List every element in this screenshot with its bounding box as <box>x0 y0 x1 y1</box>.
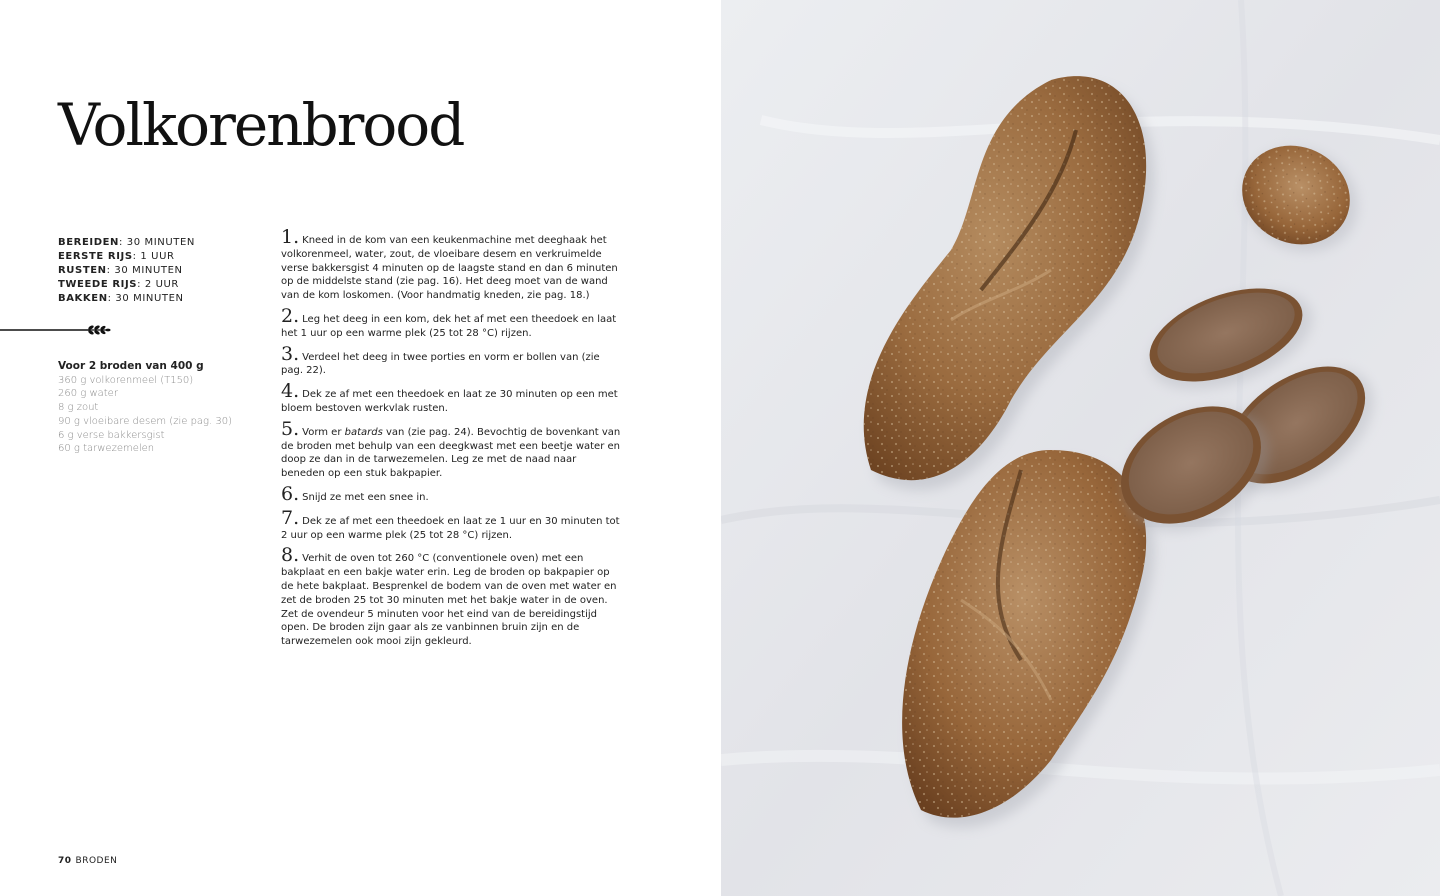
method-steps <box>281 226 621 655</box>
step-text-emphasis: batards <box>344 426 383 438</box>
step-1 <box>281 226 621 303</box>
step-text: Kneed in de kom van een keukenmachine met deeghaak het volkorenmeel, water, zout, de vloeibare desem en verkruimelde verse bakkersgist 4 minuten op de laagste stand en dan 6 minuten op de middelste stand (zie pag. 16). Het deeg moet van de wand van de kom loskomen. (Voor handmatig kneden, zie pag. 18.) <box>281 235 618 302</box>
step-7 <box>281 506 621 543</box>
prep-times <box>58 236 258 306</box>
bread-photo-illustration <box>721 0 1440 896</box>
rest-label: RUSTEN <box>58 265 107 276</box>
step-6 <box>281 482 621 505</box>
step-8 <box>281 544 621 649</box>
second-rise-label: TWEEDE RIJS <box>58 279 138 290</box>
step-3 <box>281 342 621 379</box>
bake-value: 30 MINUTEN <box>115 293 184 304</box>
wheat-divider-icon <box>0 324 112 336</box>
rest-value: 30 MINUTEN <box>114 265 183 276</box>
step-text: Snijd ze met een snee in. <box>302 491 429 503</box>
page-number: 70 <box>58 856 72 866</box>
step-text: Dek ze af met een theedoek en laat ze 1 uur en 30 minuten tot 2 uur op een warme plek (25 tot 28 °C) rijzen. <box>281 515 620 541</box>
rest-row: RUSTEN: 30 MINUTEN <box>58 265 183 276</box>
bake-label: BAKKEN <box>58 293 108 304</box>
ingredient-item: 60 g tarwezemelen <box>58 443 155 455</box>
second-rise-row: TWEEDE RIJS: 2 UUR <box>58 279 179 290</box>
first-rise-row: EERSTE RIJS: 1 UUR <box>58 251 175 262</box>
second-rise-value: 2 UUR <box>144 279 179 290</box>
first-rise-value: 1 UUR <box>140 251 175 262</box>
bread-photo <box>721 0 1440 896</box>
step-number: 7. <box>281 506 300 529</box>
step-number: 1. <box>281 226 300 248</box>
step-number: 6. <box>281 482 300 505</box>
section-name: BRODEN <box>75 856 118 866</box>
first-rise-label: EERSTE RIJS <box>58 251 133 262</box>
prep-time-row: BEREIDEN: 30 MINUTEN <box>58 237 195 248</box>
ingredients-heading: Voor 2 broden van 400 g <box>58 360 204 372</box>
step-5 <box>281 417 621 481</box>
prep-time-label: BEREIDEN <box>58 237 120 248</box>
bake-row: BAKKEN: 30 MINUTEN <box>58 293 184 304</box>
step-text: Leg het deeg in een kom, dek het af met een theedoek en laat het 1 uur op een warme plek (25 tot 28 °C) rijzen. <box>281 313 617 339</box>
step-text: Verhit de oven tot 260 °C (conventionele oven) met een bakplaat en een bakje water erin. Leg de broden op bakpapier op de hete bakplaat. Besprenkel de bodem van de oven met water en zet de broden 25 tot 30 minuten met het bakje water in de oven. Zet de ovendeur 5 minuten voor het eind van de bereidingstijd open. De broden zijn gaar als ze vanbinnen bruin zijn en de tarwezemelen ook mooi zijn gekleurd. <box>281 553 617 648</box>
step-text: Verdeel het deeg in twee porties en vorm er bollen van (zie pag. 22). <box>281 351 600 377</box>
page-footer <box>58 856 117 866</box>
ingredient-item: 260 g water <box>58 388 118 400</box>
recipe-title: Volkorenbrood <box>58 91 464 159</box>
step-2 <box>281 304 621 341</box>
step-number: 3. <box>281 342 300 365</box>
step-4 <box>281 380 621 416</box>
ingredients-list <box>58 360 268 456</box>
step-number: 8. <box>281 544 300 567</box>
step-text-pre: Vorm er <box>302 426 345 438</box>
step-number: 5. <box>281 417 300 440</box>
step-text: van (zie pag. 24). Bevochtig de bovenkant van de broden met behulp van een deegkwast met een beetje water en doop ze dan in de tarwezemelen. Leg ze met de naad naar beneden op een stuk bakpapier. <box>281 426 621 480</box>
step-number: 2. <box>281 304 300 327</box>
ingredient-item: 8 g zout <box>58 402 99 414</box>
step-number: 4. <box>281 380 300 403</box>
ingredient-item: 90 g vloeibare desem (zie pag. 30) <box>58 415 233 427</box>
prep-time-value: 30 MINUTEN <box>126 237 195 248</box>
ingredient-item: 360 g volkorenmeel (T150) <box>58 374 194 386</box>
ingredient-item: 6 g verse bakkersgist <box>58 429 165 441</box>
step-text: Dek ze af met een theedoek en laat ze 30 minuten op een met bloem bestoven werkvlak rusten. <box>281 389 618 414</box>
